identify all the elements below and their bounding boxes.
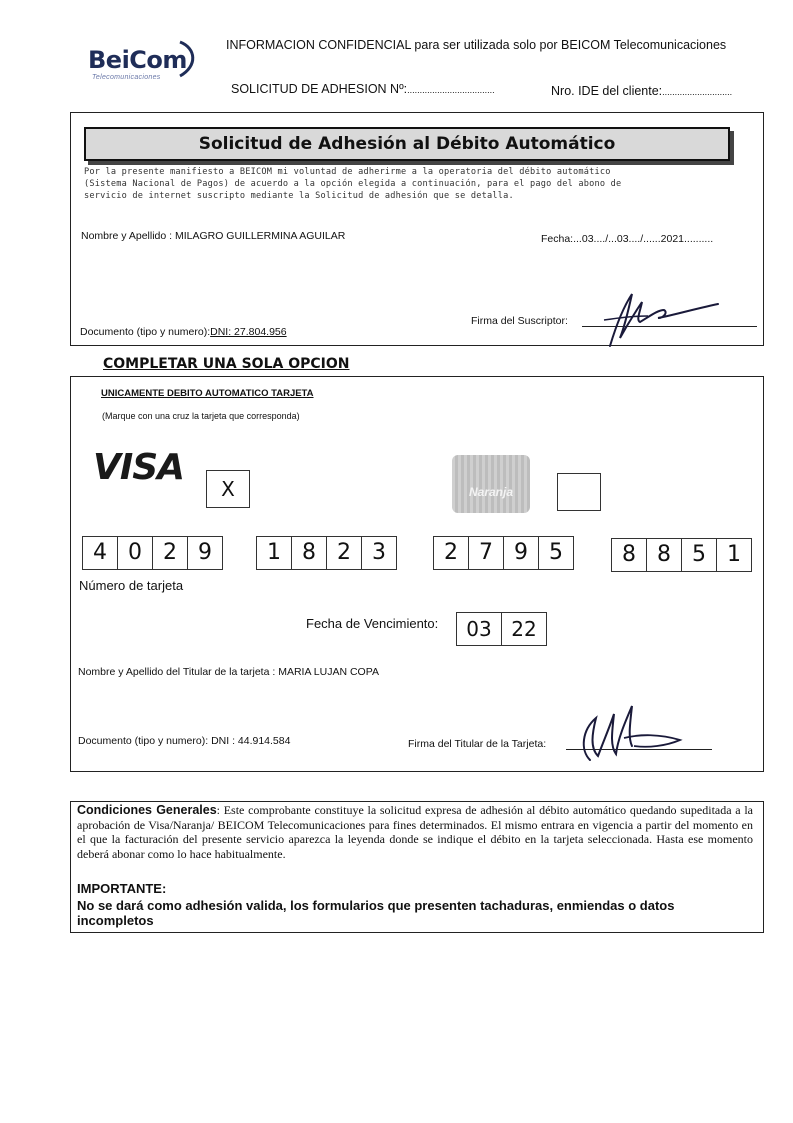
card-digit[interactable]: 4 — [82, 536, 118, 570]
important-title: IMPORTANTE: — [77, 881, 167, 896]
card-group-3 — [433, 536, 574, 570]
confidential-notice: INFORMACION CONFIDENCIAL para ser utilizada solo por BEICOM Telecomunicaciones — [226, 38, 727, 52]
card-digit[interactable]: 8 — [611, 538, 647, 572]
card-digit[interactable]: 2 — [433, 536, 469, 570]
ide-label: Nro. IDE del cliente: — [551, 84, 663, 98]
card-digit[interactable]: 9 — [188, 536, 223, 570]
options-title: COMPLETAR UNA SOLA OPCION — [103, 356, 350, 372]
card-digit[interactable]: 0 — [118, 536, 153, 570]
holder-signature — [570, 700, 700, 770]
subscriber-signature — [598, 286, 723, 352]
holder-name-field — [78, 666, 379, 678]
card-digit[interactable]: 3 — [362, 536, 397, 570]
solicitud-dots: ................................... — [407, 85, 495, 95]
client-ide-field — [551, 84, 732, 98]
card-instruction: (Marque con una cruz la tarjeta que corresponda) — [102, 411, 300, 421]
card-digit[interactable]: 9 — [504, 536, 539, 570]
naranja-checkbox[interactable] — [557, 473, 601, 511]
holder-document-value: DNI : 44.914.584 — [211, 735, 291, 747]
card-group-4 — [611, 538, 752, 572]
expiry-year[interactable]: 22 — [502, 612, 547, 646]
expiry-month[interactable]: 03 — [456, 612, 502, 646]
intro-line-2: (Sistema Nacional de Pagos) de acuerdo a la opción elegida a continuación, para el pago del abono de — [84, 179, 622, 189]
ide-dots: ............................ — [662, 87, 733, 97]
naranja-logo — [452, 455, 530, 513]
card-digit[interactable]: 1 — [717, 538, 752, 572]
subscriber-document-field — [80, 326, 287, 338]
visa-logo: VISA — [93, 447, 185, 488]
conditions-title: Condiciones Generales — [77, 803, 217, 817]
card-group-1 — [82, 536, 223, 570]
form-title: Solicitud de Adhesión al Débito Automático — [84, 127, 730, 161]
subscriber-document-value: DNI: 27.804.956 — [210, 326, 287, 338]
beicom-logo-subtitle: Telecomunicaciones — [92, 74, 161, 81]
holder-name-label: Nombre y Apellido del Titular de la tarjeta : — [78, 666, 276, 678]
card-digit[interactable]: 8 — [292, 536, 327, 570]
card-digit[interactable]: 8 — [647, 538, 682, 572]
solicitud-number-field — [231, 82, 495, 96]
card-digit[interactable]: 2 — [153, 536, 188, 570]
beicom-logo: BeiCom — [88, 46, 187, 74]
card-digit[interactable]: 2 — [327, 536, 362, 570]
subscriber-name-label: Nombre y Apellido : — [81, 230, 173, 242]
conditions-text — [77, 803, 753, 861]
naranja-logo-label: Naranja — [468, 485, 514, 499]
subscriber-document-label: Documento (tipo y numero): — [80, 326, 211, 338]
card-number-label: Número de tarjeta — [79, 578, 184, 593]
card-digit[interactable]: 7 — [469, 536, 504, 570]
subscriber-name-value: MILAGRO GUILLERMINA AGUILAR — [174, 230, 346, 242]
intro-line-1: Por la presente manifiesto a BEICOM mi voluntad de adherirme a la operatoria del débito automático — [84, 167, 611, 177]
visa-checkbox[interactable]: X — [206, 470, 250, 508]
holder-document-field — [78, 735, 290, 747]
important-text: No se dará como adhesión valida, los formularios que presenten tachaduras, enmiendas o datos incompletos — [77, 898, 675, 928]
expiry-label: Fecha de Vencimiento: — [306, 616, 439, 631]
card-digit[interactable]: 1 — [256, 536, 292, 570]
logo-swoosh-icon — [150, 38, 200, 82]
subscriber-name-field — [81, 230, 345, 242]
subscriber-signature-label: Firma del Suscriptor: — [471, 315, 568, 327]
card-option-subtitle: UNICAMENTE DEBITO AUTOMATICO TARJETA — [101, 388, 314, 399]
card-digit[interactable]: 5 — [539, 536, 574, 570]
conditions-body: : Este comprobante constituye la solicitud expresa de adhesión al débito automático quedando supeditada a la aprobación de Visa/Naranja/ BEICOM Telecomunicaciones para fines determinados. El mismo entrara en vigencia a partir del momento en el que la facturación del presente servicio aparezca la leyenda donde se indique el débito en la tarjeta seleccionada. Hasta ese momento deberá abonar como lo hace habitualmente. — [77, 803, 753, 861]
date-field: Fecha:...03..../...03..../......2021.......... — [541, 233, 714, 245]
card-digit[interactable]: 5 — [682, 538, 717, 572]
solicitud-label: SOLICITUD DE ADHESION Nº: — [231, 82, 408, 96]
expiry-boxes — [456, 612, 547, 646]
card-group-2 — [256, 536, 397, 570]
intro-line-3: servicio de internet suscripto mediante la Solicitud de adhesión que se detalla. — [84, 191, 514, 201]
holder-document-label: Documento (tipo y numero): — [78, 735, 209, 747]
holder-name-value: MARIA LUJAN COPA — [278, 666, 379, 678]
holder-signature-label: Firma del Titular de la Tarjeta: — [408, 738, 547, 750]
